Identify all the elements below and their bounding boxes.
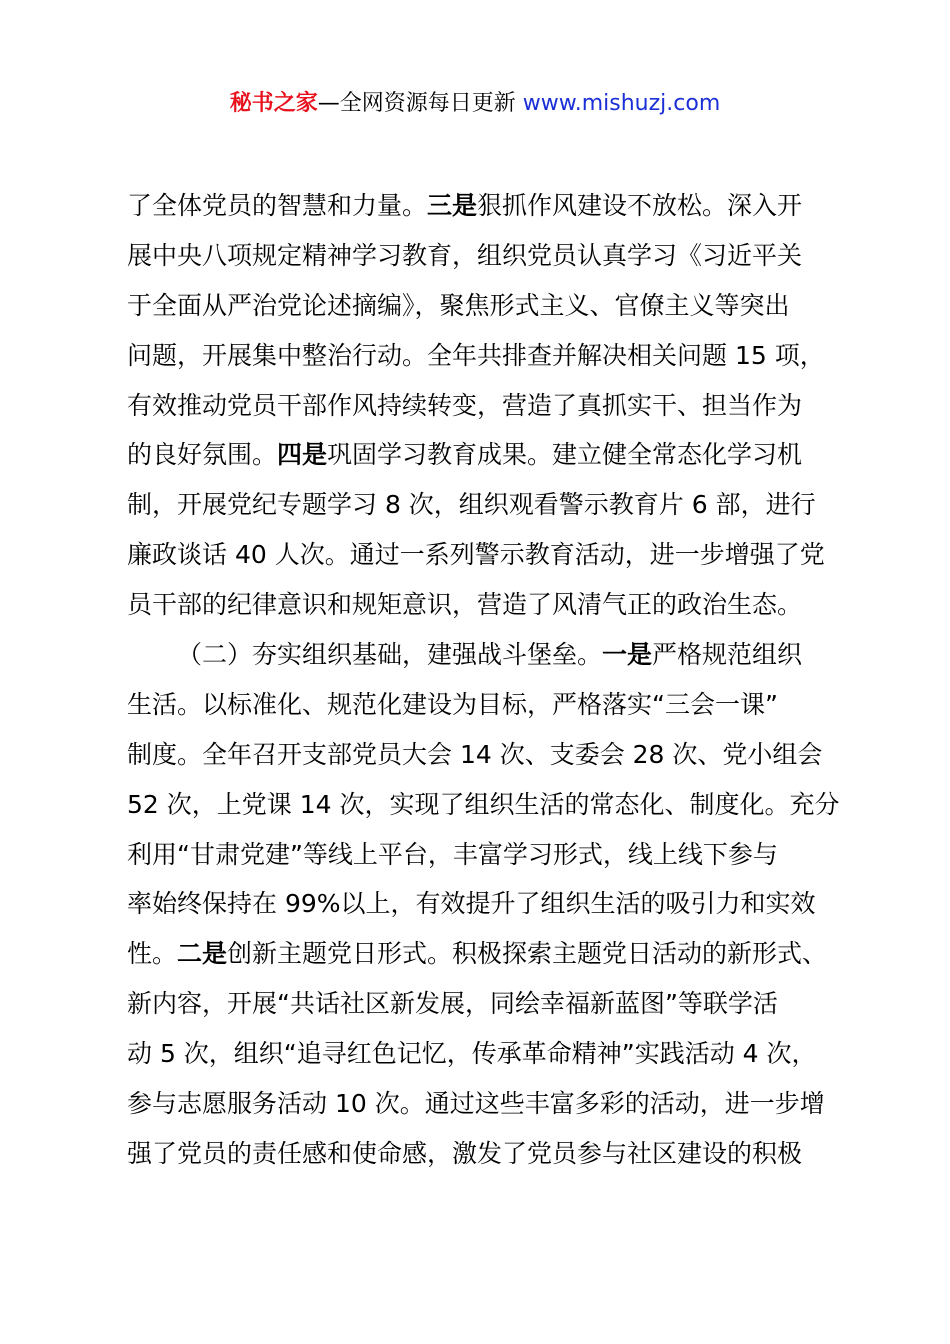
text-run: 问题，开展集中整治行动。全年共排查并解决相关问题 15 项， <box>127 340 825 370</box>
text-line <box>127 281 837 331</box>
text-line <box>127 181 837 231</box>
text-line <box>127 231 837 281</box>
text-line <box>127 480 837 530</box>
text-run: 生活。以标准化、规范化建设为目标，严格落实“三会一课” <box>127 689 778 719</box>
text-run: 强了党员的责任感和使命感，激发了党员参与社区建设的积极 <box>127 1138 803 1168</box>
text-run: 于全面从严治党论述摘编》，聚焦形式主义、官僚主义等突出 <box>127 290 790 320</box>
text-line <box>127 730 837 780</box>
text-run: 的良好氛围。 <box>127 440 278 470</box>
text-run: 严格规范组织 <box>652 640 803 670</box>
text-run: 制，开展党纪专题学习 8 次，组织观看警示教育片 6 部，进行 <box>127 490 816 520</box>
text-run: 有效推动党员干部作风持续转变，营造了真抓实干、担当作为 <box>127 390 803 420</box>
text-line <box>127 780 840 830</box>
text-run: 狠抓作风建设不放松。深入开 <box>477 191 803 220</box>
text-line <box>127 530 837 580</box>
text-line <box>127 381 837 431</box>
text-run: 动 5 次，组织“追寻红色记忆，传承革命精神”实践活动 4 次， <box>127 1039 817 1069</box>
text-line <box>127 830 837 880</box>
text-run: 性。 <box>127 939 178 969</box>
text-run: 率始终保持在 99%以上，有效提升了组织生活的吸引力和实效 <box>127 889 816 919</box>
text-line <box>127 1029 837 1079</box>
text-line <box>127 1129 837 1179</box>
text-line <box>127 630 837 680</box>
bold-lead-in: 三是 <box>427 191 478 220</box>
text-run: 新内容，开展“共话社区新发展，同绘幸福新蓝图”等联学活 <box>127 989 778 1019</box>
text-line <box>127 331 837 381</box>
text-line <box>127 580 837 630</box>
text-run: （二）夯实组织基础，建强战斗堡垒。 <box>177 640 603 670</box>
text-line <box>127 680 837 730</box>
text-line <box>127 979 837 1029</box>
text-run: 参与志愿服务活动 10 次。通过这些丰富多彩的活动，进一步增 <box>127 1089 825 1119</box>
text-run: 廉政谈话 40 人次。通过一系列警示教育活动，进一步增强了党 <box>127 540 825 570</box>
text-run: 52 次，上党课 14 次，实现了组织生活的常态化、制度化。充分 <box>127 789 840 819</box>
text-run: 利用“甘肃党建”等线上平台，丰富学习形式，线上线下参与 <box>127 839 778 869</box>
text-line <box>127 1079 837 1129</box>
document-body <box>127 181 840 1179</box>
text-run: 巩固学习教育成果。建立健全常态化学习机 <box>327 440 803 470</box>
text-line <box>127 430 837 480</box>
bold-lead-in: 二是 <box>177 939 228 969</box>
text-run: 创新主题党日形式。积极探索主题党日活动的新形式、 <box>227 939 828 969</box>
page-header <box>0 86 950 122</box>
text-run: 了全体党员的智慧和力量。 <box>127 191 428 220</box>
site-brand: 秘书之家 <box>229 91 318 116</box>
text-line <box>127 879 837 929</box>
site-url-link[interactable]: www.mishuzj.com <box>522 91 721 116</box>
bold-lead-in: 一是 <box>602 640 653 670</box>
site-slogan: —全网资源每日更新 <box>317 91 516 116</box>
text-run: 制度。全年召开支部党员大会 14 次、支委会 28 次、党小组会 <box>127 739 823 769</box>
text-line <box>127 929 837 979</box>
text-run: 展中央八项规定精神学习教育，组织党员认真学习《习近平关 <box>127 240 803 270</box>
text-run: 员干部的纪律意识和规矩意识，营造了风清气正的政治生态。 <box>127 590 803 620</box>
bold-lead-in: 四是 <box>277 440 328 470</box>
